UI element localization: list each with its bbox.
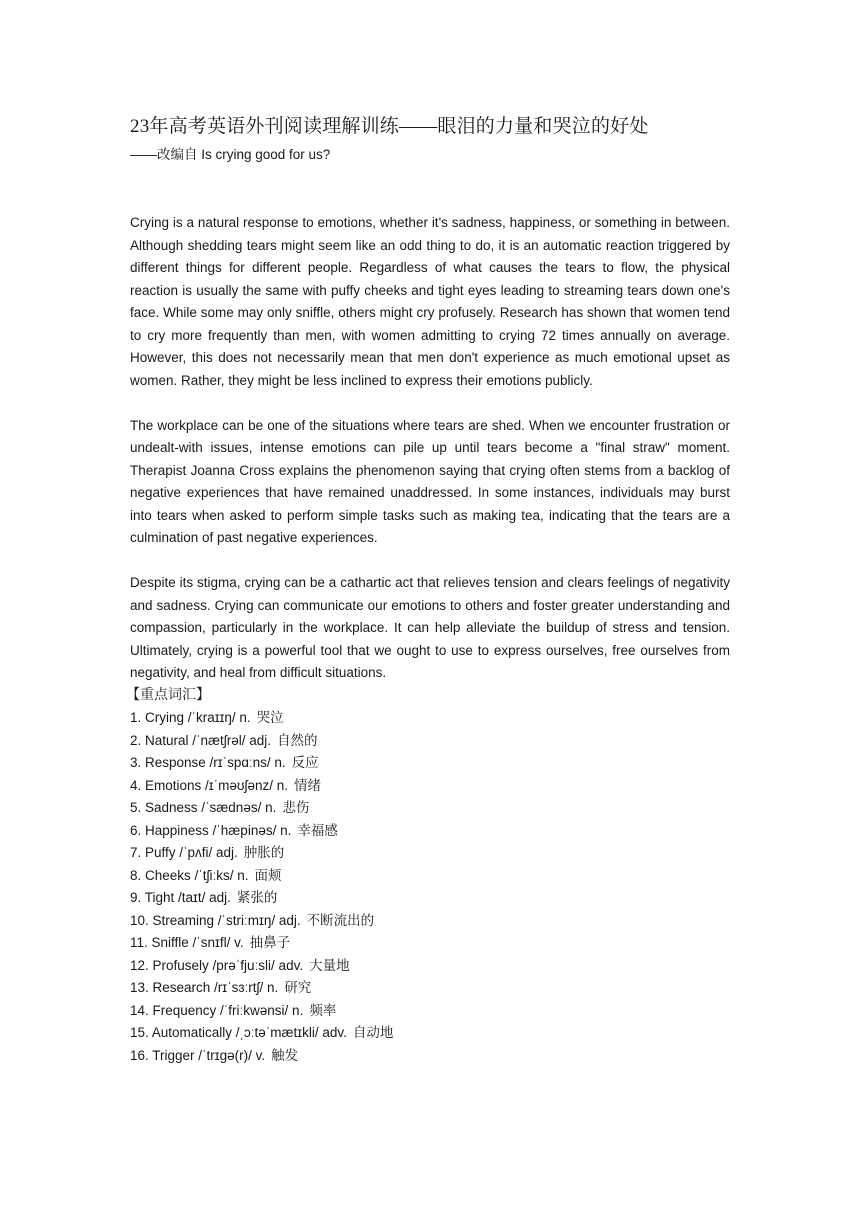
vocab-en: 12. Profusely /prəˈfjuːsli/ adv. bbox=[130, 957, 304, 973]
vocab-en: 16. Trigger /ˈtrɪɡə(r)/ v. bbox=[130, 1047, 266, 1063]
paragraph-2: The workplace can be one of the situations where tears are shed. When we encounter frustration or undealt-with issues, intense emotions can pile up until tears become a "final straw" moment. Therapist Joanna Cross explains the phenomenon saying that crying often stems from a backlog of negative experiences that have remained unaddressed. In some instances, individuals may burst into tears when asked to perform simple tasks such as making tea, indicating that the tears are a culmination of past negative experiences. bbox=[130, 417, 730, 545]
vocab-item bbox=[130, 1045, 730, 1068]
vocab-en: 2. Natural /ˈnætʃrəl/ adj. bbox=[130, 732, 272, 748]
vocab-zh: 反应 bbox=[291, 755, 319, 771]
vocab-item bbox=[130, 842, 730, 865]
vocab-item bbox=[130, 1000, 730, 1023]
vocab-zh: 幸福感 bbox=[297, 822, 338, 839]
vocab-item bbox=[130, 955, 730, 978]
vocab-en: 6. Happiness /ˈhæpinəs/ n. bbox=[130, 822, 292, 838]
spacer bbox=[130, 166, 730, 212]
vocab-zh: 自然的 bbox=[277, 732, 318, 749]
vocab-en: 14. Frequency /ˈfriːkwənsi/ n. bbox=[130, 1002, 304, 1018]
document-page bbox=[126, 112, 730, 1067]
vocab-zh: 哭泣 bbox=[256, 710, 284, 726]
vocab-zh: 触发 bbox=[271, 1047, 299, 1064]
vocab-en: 1. Crying /ˈkraɪɪŋ/ n. bbox=[130, 710, 251, 725]
vocab-en: 7. Puffy /ˈpʌfi/ adj. bbox=[130, 845, 238, 860]
paragraph-3: Despite its stigma, crying can be a cathartic act that relieves tension and clears feelings of negativity and sadness. Crying can communicate our emotions to others and foster greater understanding and compassion, particularly in the workplace. It can help alleviate the buildup of stress and tension. Ultimately, crying is a powerful tool that we ought to use to express ourselves, free ourselves from negativity, and heal from difficult situations. bbox=[130, 575, 730, 680]
document-subtitle: ——改编自 Is crying good for us? bbox=[130, 147, 331, 162]
paragraph-1: Crying is a natural response to emotions, whether it's sadness, happiness, or something in between. Although shedding tears might seem like an odd thing to do, it is an automatic reaction triggered by different things for different people. Regardless of what causes the tears to flow, the physical reaction is usually the same with puffy cheeks and tight eyes leading to streaming tears down one's face. While some may only sniffle, others might cry profusely. Research has shown that women tend to cry more frequently than men, with women admitting to crying 72 times annually on average. However, this does not necessarily mean that men don't experience as much emotional upset as women. Rather, they might be less inclined to express their emotions publicly. bbox=[130, 215, 730, 388]
vocab-en: 13. Research /rɪˈsɜːrtʃ/ n. bbox=[130, 980, 279, 995]
vocab-zh: 紧张的 bbox=[236, 890, 278, 906]
document-title: 23年高考英语外刊阅读理解训练——眼泪的力量和哭泣的好处 bbox=[130, 116, 649, 137]
vocab-en: 5. Sadness /ˈsædnəs/ n. bbox=[130, 800, 277, 815]
vocab-heading: 【重点词汇】 bbox=[126, 687, 210, 703]
vocab-item bbox=[130, 707, 730, 730]
vocab-item bbox=[130, 820, 730, 843]
vocab-zh: 肿胀的 bbox=[243, 845, 285, 861]
vocab-list bbox=[130, 707, 730, 1067]
vocab-item bbox=[130, 887, 730, 910]
vocab-zh: 面颊 bbox=[254, 867, 282, 884]
vocab-en: 15. Automatically /ˌɔːtəˈmætɪkli/ adv. bbox=[130, 1025, 347, 1040]
vocab-en: 3. Response /rɪˈspɑːns/ n. bbox=[130, 755, 286, 770]
vocab-item bbox=[130, 730, 730, 753]
vocab-item bbox=[130, 865, 730, 888]
vocab-item bbox=[130, 910, 730, 933]
vocab-en: 11. Sniffle /ˈsnɪfl/ v. bbox=[130, 935, 244, 950]
vocab-zh: 情绪 bbox=[294, 777, 322, 794]
vocab-zh: 抽鼻子 bbox=[249, 935, 291, 951]
vocab-en: 9. Tight /taɪt/ adj. bbox=[130, 890, 231, 905]
vocab-item bbox=[130, 797, 730, 820]
vocab-en: 4. Emotions /ɪˈməʊʃənz/ n. bbox=[130, 777, 289, 793]
vocab-zh: 研究 bbox=[284, 980, 312, 996]
vocab-item bbox=[130, 932, 730, 955]
vocab-zh: 大量地 bbox=[309, 957, 350, 974]
vocab-item bbox=[130, 977, 730, 1000]
vocab-item bbox=[130, 775, 730, 798]
vocab-en: 10. Streaming /ˈstriːmɪŋ/ adj. bbox=[130, 912, 301, 928]
vocab-item bbox=[130, 752, 730, 775]
vocab-zh: 频率 bbox=[309, 1002, 337, 1019]
vocab-item bbox=[130, 1022, 730, 1045]
vocab-en: 8. Cheeks /ˈtʃiːks/ n. bbox=[130, 867, 249, 883]
vocab-zh: 自动地 bbox=[352, 1025, 394, 1041]
vocab-zh: 悲伤 bbox=[282, 800, 310, 816]
vocab-zh: 不断流出的 bbox=[306, 912, 375, 929]
